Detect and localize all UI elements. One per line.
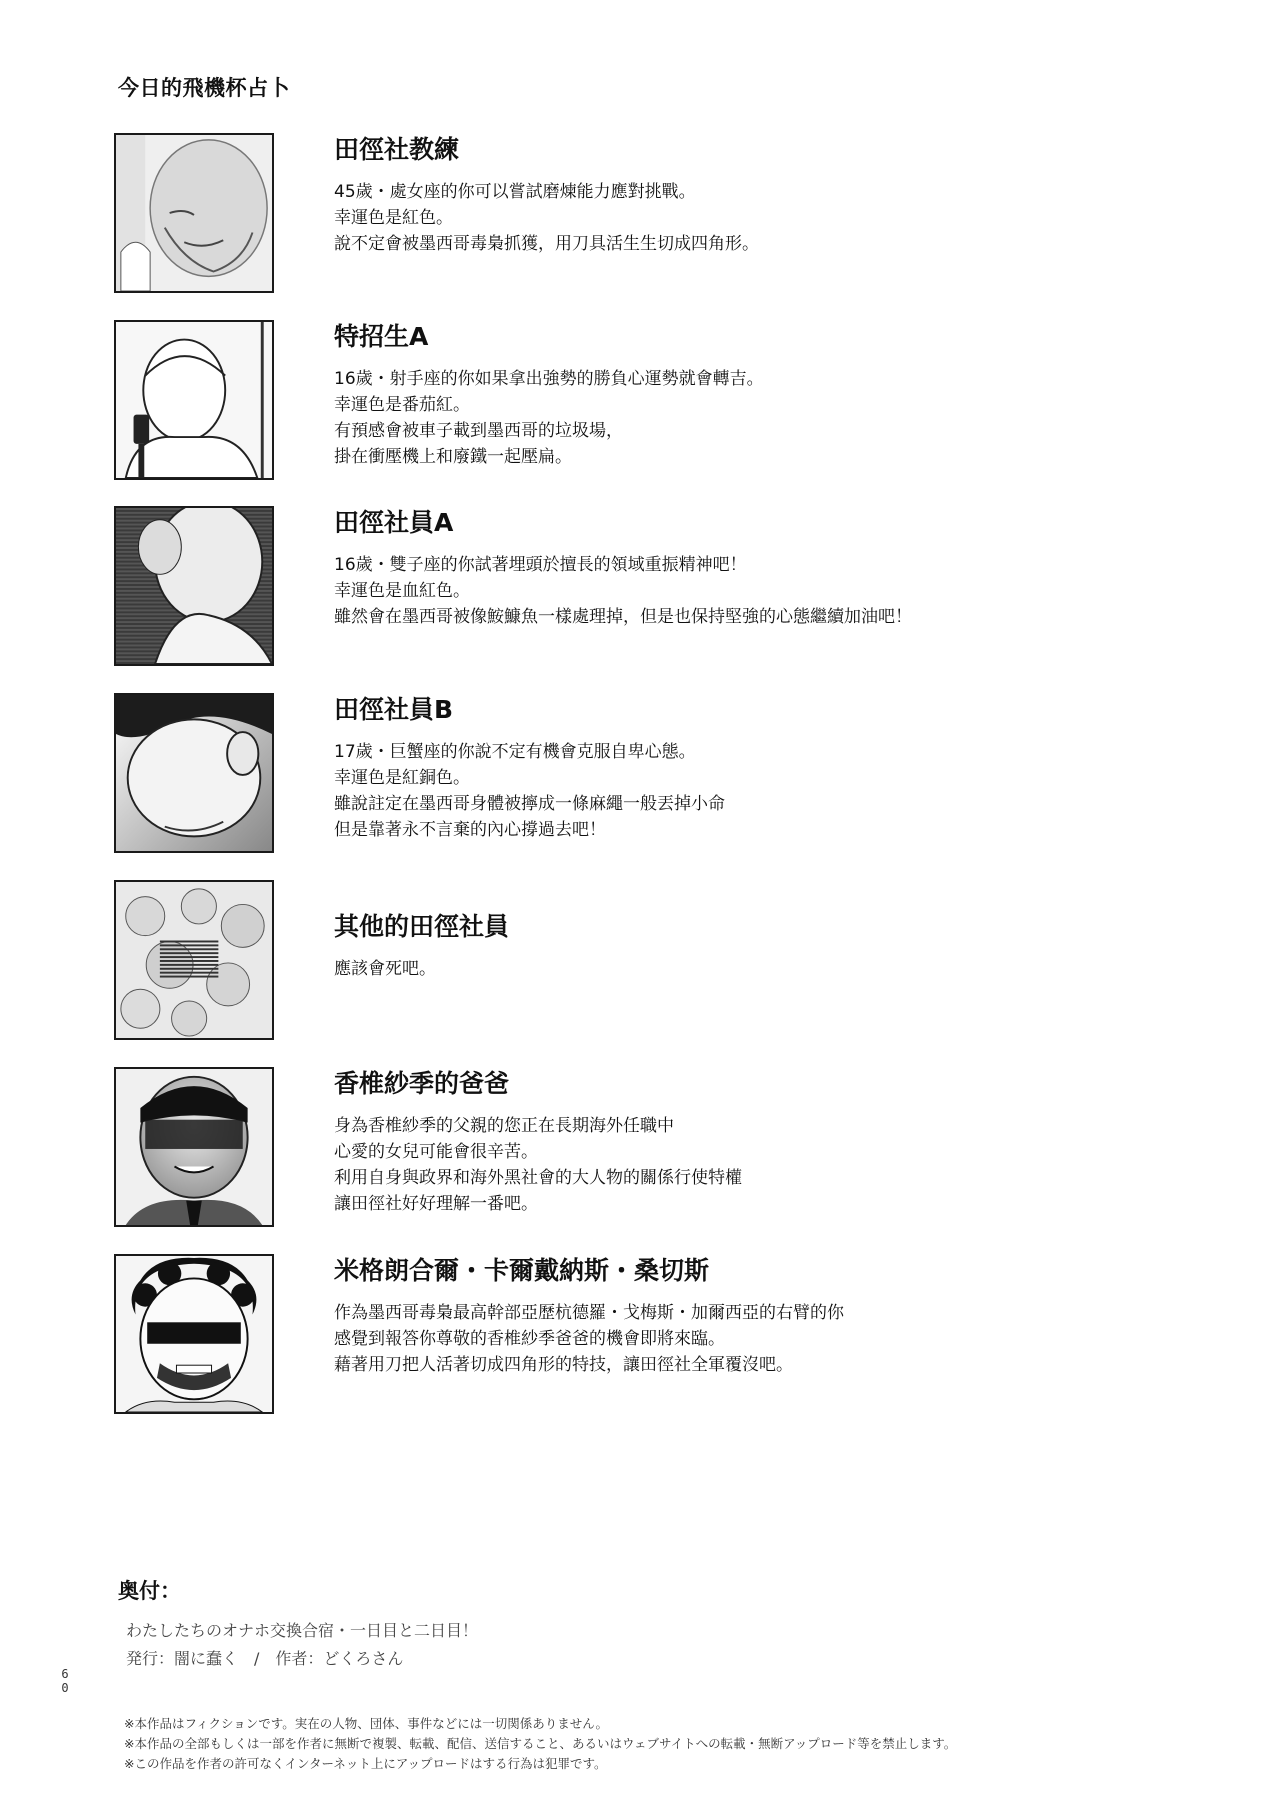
horoscope-entry [114, 693, 1214, 855]
entry-line: 16歲・射手座的你如果拿出強勢的勝負心運勢就會轉吉。 [334, 369, 764, 389]
entry-title: 米格朗合爾・卡爾戴納斯・桑切斯 [334, 1256, 710, 1285]
entry-line: 有預感會被車子載到墨西哥的垃圾場， [334, 421, 623, 441]
page-number [59, 1667, 71, 1695]
entry-line: 讓田徑社好好理解一番吧。 [334, 1194, 538, 1214]
entry-title: 田徑社員B [334, 695, 454, 724]
colophon-heading: 奥付： [118, 1579, 181, 1603]
entry-line: 說不定會被墨西哥毒梟抓獲，用刀具活生生切成四角形。 [334, 234, 759, 254]
disclaimer-line: ※本作品の全部もしくは一部を作者に無断で複製、転載、配信、送信すること、あるいはウェブサイトへの転載・無断アップロード等を禁止します。 [124, 1736, 957, 1751]
horoscope-entry [114, 880, 1214, 1042]
publisher-credit: 発行：闇に蠢く / 作者：どくろさん [126, 1649, 404, 1668]
disclaimer-block [124, 1714, 956, 1774]
entry-line: 45歲・處女座的你可以嘗試磨煉能力應對挑戰。 [334, 182, 696, 202]
entry-title: 田徑社員A [334, 508, 454, 537]
book-title: わたしたちのオナホ交換合宿・一日目と二日目！ [126, 1621, 479, 1640]
disclaimer-line: ※この作品を作者の許可なくインターネット上にアップロードはする行為は犯罪です。 [124, 1756, 607, 1771]
horoscope-entry [114, 506, 1214, 668]
entry-line: 幸運色是紅色。 [334, 208, 453, 228]
page-title: 今日的飛機杯占卜 [118, 76, 290, 100]
entry-line: 利用自身與政界和海外黑社會的大人物的關係行使特權 [334, 1168, 742, 1188]
entry-line: 幸運色是紅銅色。 [334, 768, 470, 788]
page-number-digits: 6 0 [61, 1667, 69, 1695]
colophon [118, 1575, 478, 1673]
horoscope-entry [114, 1067, 1214, 1229]
entry-line: 身為香椎紗季的父親的您正在長期海外任職中 [334, 1116, 674, 1136]
entry-line: 作為墨西哥毒梟最高幹部亞歷杭德羅・戈梅斯・加爾西亞的右臂的你 [334, 1303, 844, 1323]
entry-line: 雖說註定在墨西哥身體被擰成一條麻繩一般丟掉小命 [334, 794, 725, 814]
entry-line: 幸運色是血紅色。 [334, 581, 470, 601]
entry-line: 16歲・雙子座的你試著埋頭於擅長的領域重振精神吧！ [334, 555, 747, 575]
entry-line: 雖然會在墨西哥被像鮟鱇魚一樣處理掉，但是也保持堅強的心態繼續加油吧！ [334, 607, 912, 627]
horoscope-entry [114, 320, 1214, 482]
portrait-image [114, 133, 274, 293]
entry-line: 17歲・巨蟹座的你說不定有機會克服自卑心態。 [334, 742, 696, 762]
entry-title: 其他的田徑社員 [334, 912, 510, 941]
entry-title: 田徑社教練 [334, 135, 460, 164]
portrait-image [114, 880, 274, 1040]
horoscope-entry [114, 1254, 1214, 1416]
entry-line: 心愛的女兒可能會很辛苦。 [334, 1142, 538, 1162]
entry-line: 應該會死吧。 [334, 959, 436, 979]
entry-line: 感覺到報答你尊敬的香椎紗季爸爸的機會即將來臨。 [334, 1329, 725, 1349]
entry-line: 掛在衝壓機上和廢鐵一起壓扁。 [334, 447, 572, 467]
portrait-image [114, 1254, 274, 1414]
entry-line: 幸運色是番茄紅。 [334, 395, 470, 415]
entry-line: 但是靠著永不言棄的內心撐過去吧！ [334, 820, 606, 840]
entry-title: 特招生A [334, 322, 429, 351]
horoscope-entry [114, 133, 1214, 295]
portrait-image [114, 320, 274, 480]
entry-line: 藉著用刀把人活著切成四角形的特技，讓田徑社全軍覆沒吧。 [334, 1355, 793, 1375]
disclaimer-line: ※本作品はフィクションです。実在の人物、団体、事件などには一切関係ありません。 [124, 1716, 608, 1731]
portrait-image [114, 693, 274, 853]
entry-title: 香椎紗季的爸爸 [334, 1069, 510, 1098]
portrait-image [114, 506, 274, 666]
portrait-image [114, 1067, 274, 1227]
